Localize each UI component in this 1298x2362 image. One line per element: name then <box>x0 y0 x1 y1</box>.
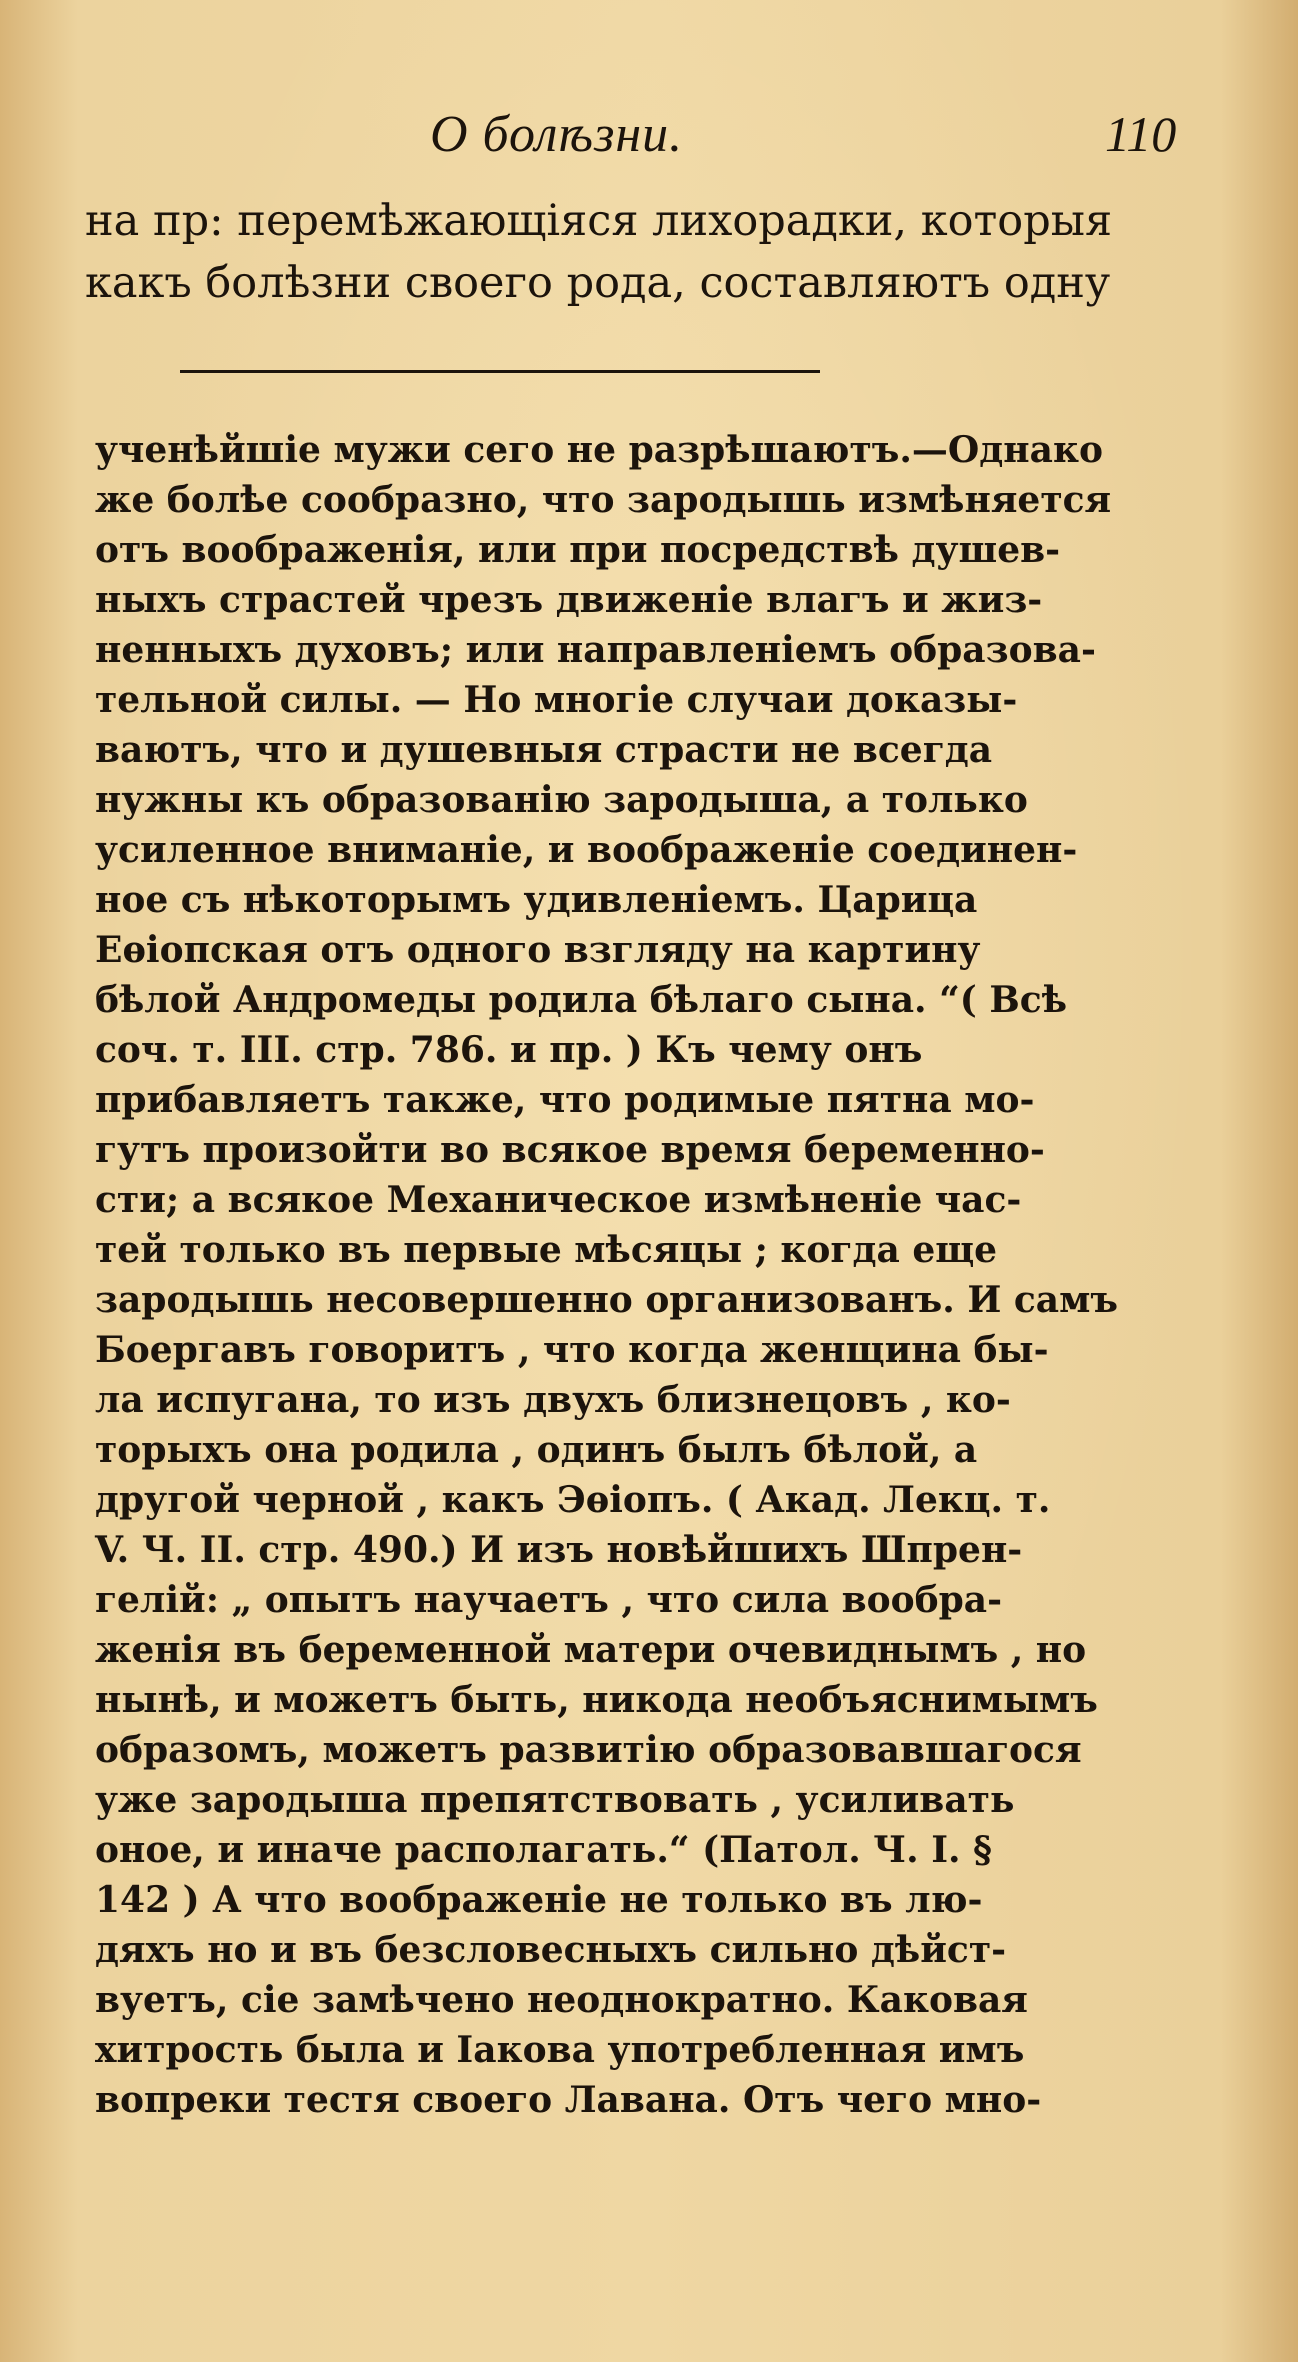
footnote-line: сти; а всякое Механическое измѣненіе час- <box>95 1179 1022 1221</box>
footnote-line: тельной силы. — Но многіе случаи доказы- <box>95 679 1018 721</box>
footnote-line: 142 ) А что воображеніе не только въ лю- <box>95 1879 983 1921</box>
footnote-line: другой черной , какъ Эѳіопъ. ( Акад. Лекц. т. <box>95 1479 1051 1521</box>
footnote-line: же болѣе сообразно, что зародышь измѣняется <box>95 479 1112 521</box>
footnote-line: ненныхъ духовъ; или направленіемъ образова- <box>95 629 1096 671</box>
footnote-line: женія въ беременной матери очевиднымъ , но <box>95 1629 1087 1671</box>
footnote-separator <box>180 370 820 373</box>
footnote-line: гутъ произойти во всякое время беременно- <box>95 1129 1045 1171</box>
footnote-line: образомъ, можетъ развитію образовавшагося <box>95 1729 1082 1771</box>
footnote-line: ученѣйшіе мужи сего не разрѣшаютъ.—Однако <box>95 429 1103 471</box>
footnote-line: вуетъ, сіе замѣчено неоднократно. Каковая <box>95 1979 1028 2021</box>
main-text-line-2: какъ болѣзни своего рода, составляютъ одну <box>85 258 1111 308</box>
page-number: 110 <box>1105 106 1177 162</box>
footnote-line: тей только въ первые мѣсяцы ; когда еще <box>95 1229 998 1271</box>
footnote-line: хитрость была и Іакова употребленная имъ <box>95 2029 1025 2071</box>
footnote-line: Еѳіопская отъ одного взгляду на картину <box>95 929 981 971</box>
footnote-line: ное съ нѣкоторымъ удивленіемъ. Царица <box>95 879 978 921</box>
footnote-line: нынѣ, и можетъ быть, никода необъяснимымъ <box>95 1679 1098 1721</box>
footnote-line: оное, и иначе располагать.“ (Патол. Ч. I. § <box>95 1829 992 1871</box>
running-head-title: О болѣзни. <box>430 106 684 163</box>
footnote-line: Боергавъ говоритъ , что когда женщина бы- <box>95 1329 1049 1371</box>
footnote-line: зародышь несовершенно организованъ. И самъ <box>95 1279 1118 1321</box>
footnote-line: отъ воображенія, или при посредствѣ душев- <box>95 529 1061 571</box>
footnote-line: ла испугана, то изъ двухъ близнецовъ , ко- <box>95 1379 1011 1421</box>
footnote-line: торыхъ она родила , одинъ былъ бѣлой, а <box>95 1429 978 1471</box>
footnote-line: ныхъ страстей чрезъ движеніе влагъ и жиз- <box>95 579 1043 621</box>
footnote-line: уже зародыша препятствовать , усиливать <box>95 1779 1015 1821</box>
footnote-line: гелій: „ опытъ научаетъ , что сила вообра- <box>95 1579 1003 1621</box>
footnote-line: прибавляетъ также, что родимые пятна мо- <box>95 1079 1035 1121</box>
footnote-line: нужны къ образованію зародыша, а только <box>95 779 1028 821</box>
footnote-line: ваютъ, что и душевныя страсти не всегда <box>95 729 993 771</box>
footnote-line: бѣлой Андромеды родила бѣлаго сына. “( Всѣ <box>95 979 1068 1021</box>
footnote-line: V. Ч. II. стр. 490.) И изъ новѣйшихъ Шпрен- <box>95 1529 1023 1571</box>
footnote-line: дяхъ но и въ безсловесныхъ сильно дѣйст- <box>95 1929 1007 1971</box>
footnote-line: соч. т. III. стр. 786. и пр. ) Къ чему онъ <box>95 1029 923 1071</box>
main-text-line-1: на пр: перемѣжающіяся лихорадки, которыя <box>85 196 1113 246</box>
footnote-line: вопреки тестя своего Лавана. Отъ чего мно- <box>95 2079 1042 2121</box>
footnote-line: усиленное вниманіе, и воображеніе соединен- <box>95 829 1078 871</box>
